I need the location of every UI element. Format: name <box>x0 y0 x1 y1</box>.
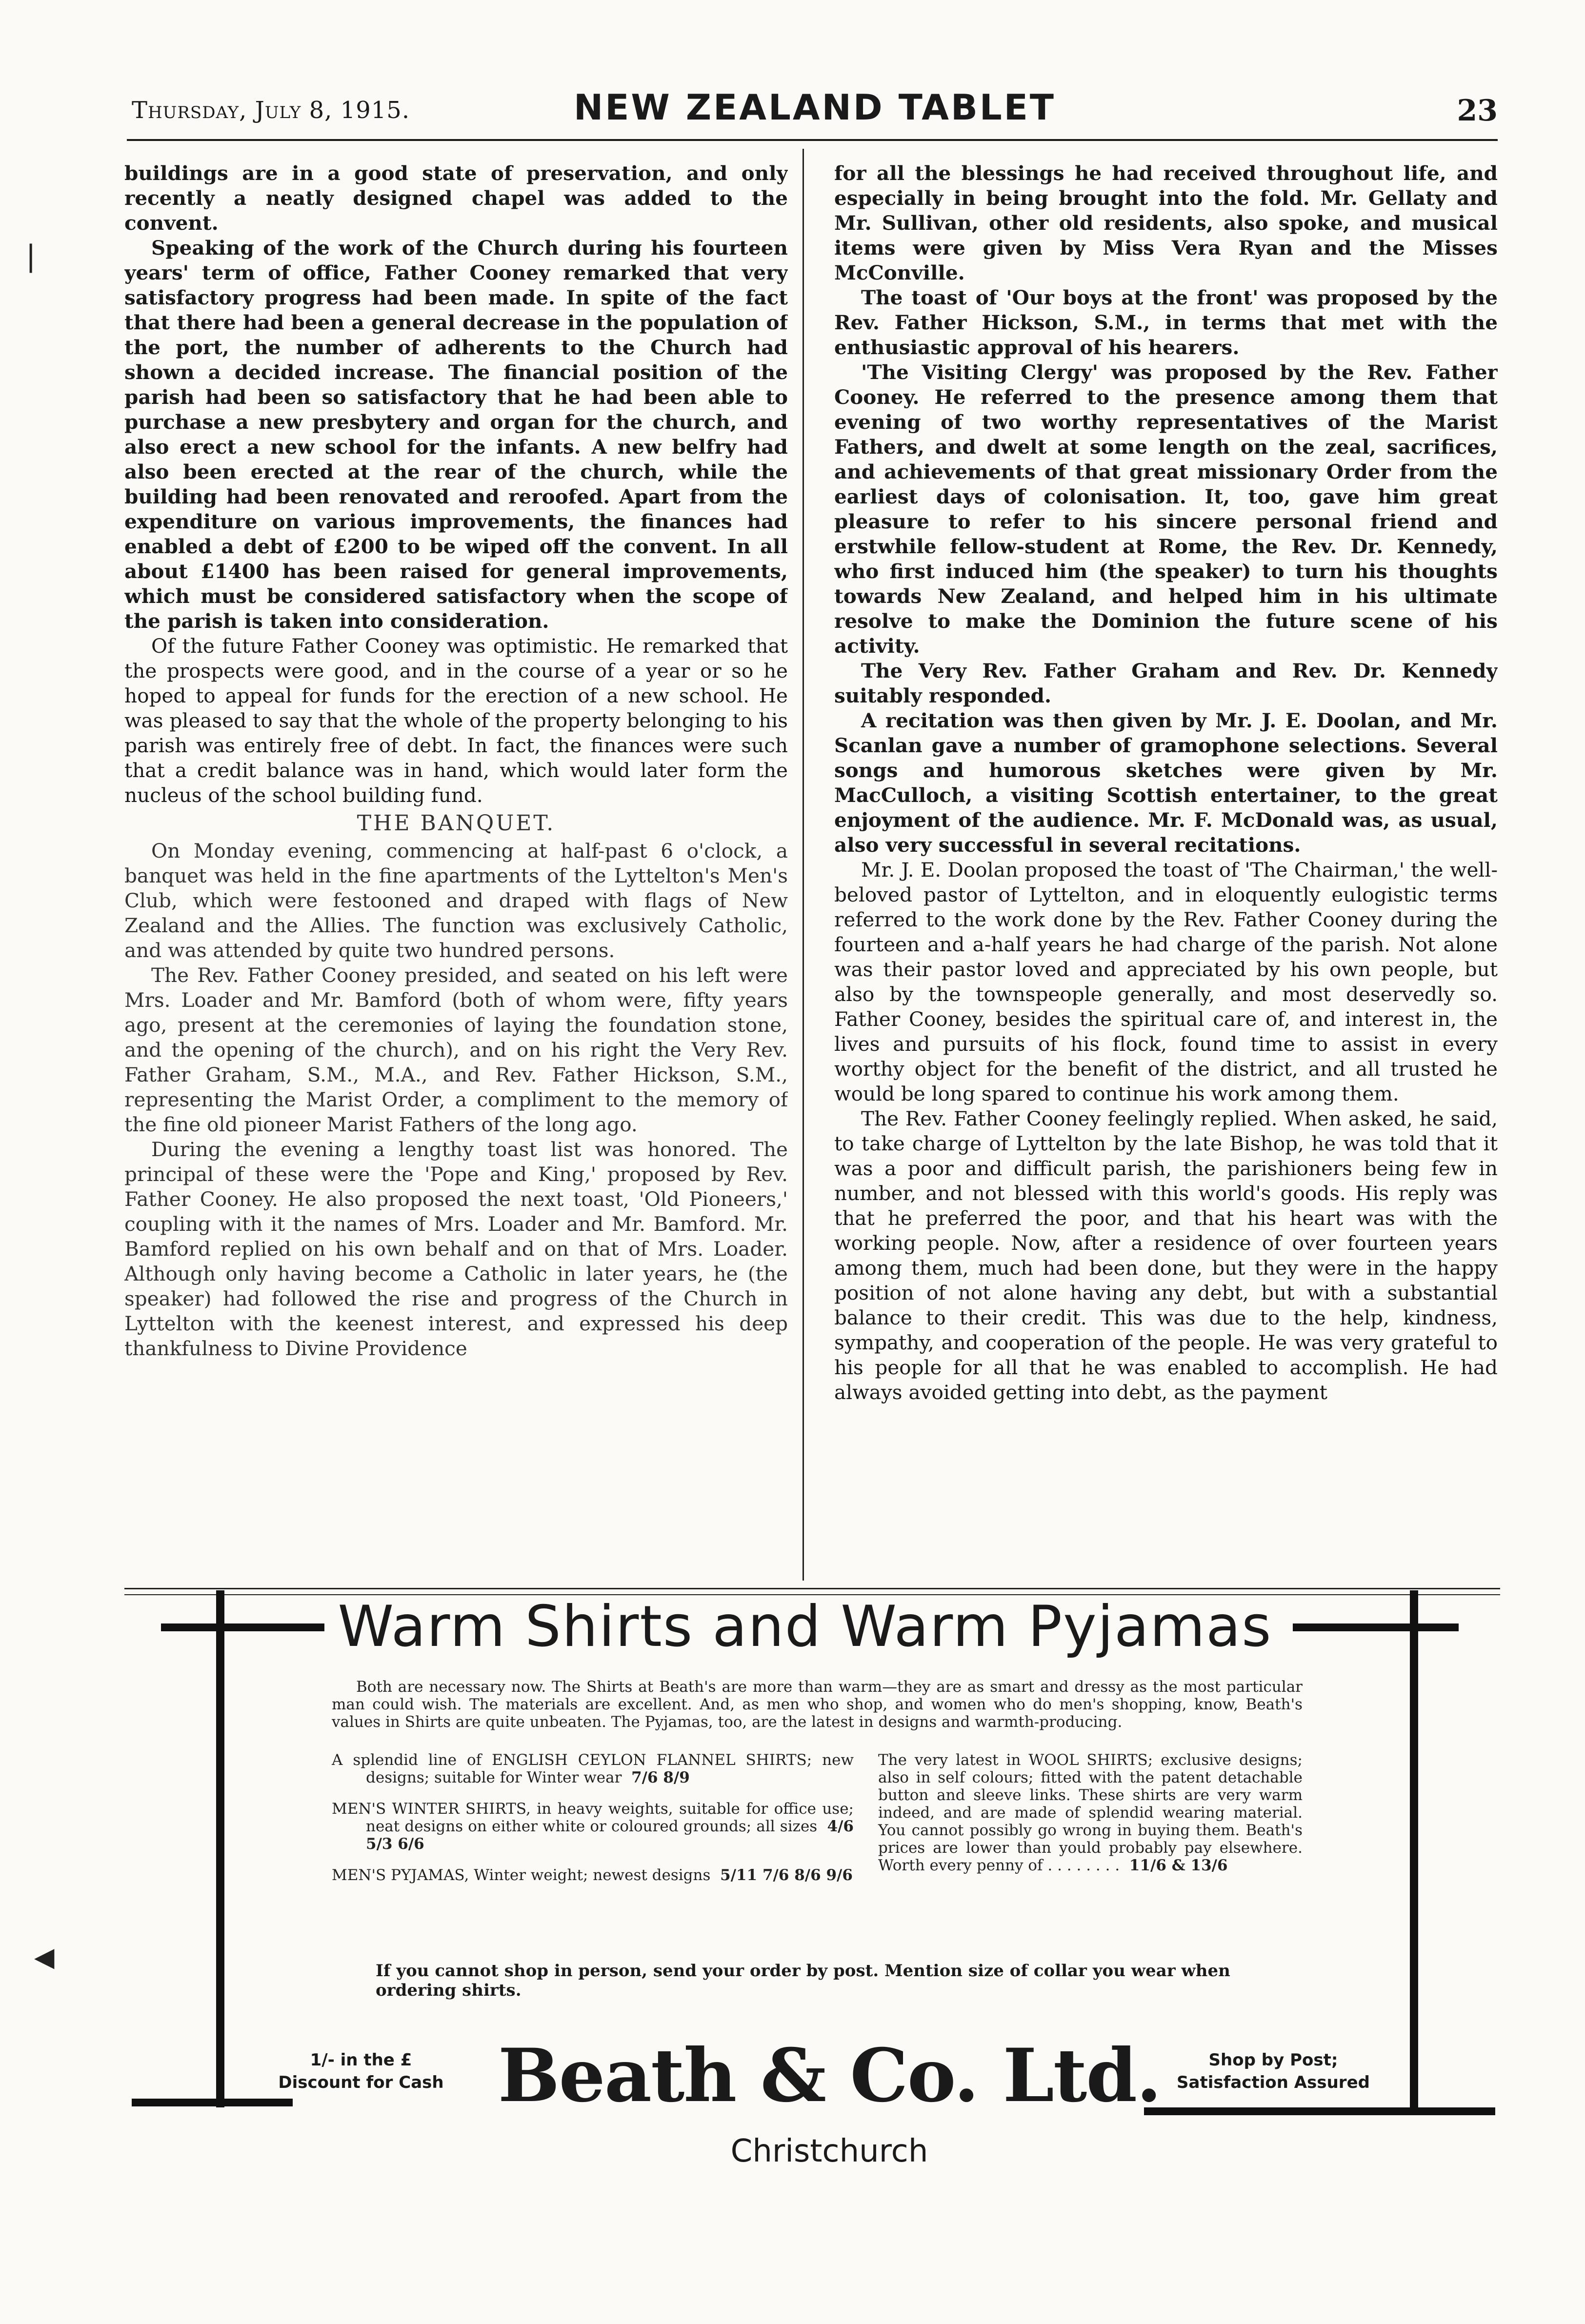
ad-product-price: 11/6 & 13/6 <box>1129 1857 1228 1874</box>
article-paragraph: The Rev. Father Cooney presided, and seated on his left were Mrs. Loader and Mr. Bamford (both of whom were, fifty years ago, present at the ceremonies of laying the foundation stone, and the opening of the church), and on his right the Very Rev. Father Graham, S.M., M.A., and Rev. Father Hickson, S.M., representing the Marist Order, a compliment to the memory of the fine old pioneer Marist Fathers of the long ago. <box>124 963 788 1136</box>
ad-frame-left-post <box>216 1590 224 2107</box>
article-paragraph: Mr. J. E. Doolan proposed the toast of 'The Chairman,' the well-beloved pastor of Lyttelton, and in eloquently eulogistic terms referred to the work done by the Rev. Father Cooney during the fourteen and a-half years he had charge of the parish. Not alone was their pastor loved and appreciated by his own people, but also by the townspeople generally, and most deservedly so. Father Cooney, besides the spiritual care of, and interest in, the lives and pursuits of his flock, found time to assist in every worthy object for the benefit of the district, and all trusted he would be long spared to continue his work among them. <box>834 858 1498 1105</box>
ad-shop-line: Satisfaction Assured <box>1177 2073 1370 2092</box>
publication-title: NEW ZEALAND TABLET <box>573 87 1056 128</box>
article-paragraph: Speaking of the work of the Church during his fourteen years' term of office, Father Cooney remarked that very satisfactory progress had been made. In spite of the fact that there had been a general decrease in the population of the port, the number of adherents to the Church had shown a decided increase. The financial position of the parish had been so satisfactory that he had been able to purchase a new presbytery and organ for the church, and also erect a new school for the infants. A new belfry had also been erected at the rear of the church, while the building had been renovated and reroofed. Apart from the expenditure on various improvements, the finances had enabled a debt of £200 to be wiped off the convent. In all about £1400 has been raised for general improvements, which must be considered satisfactory when the scope of the parish is taken into consideration. <box>124 236 788 633</box>
ad-product-price: 7/6 8/9 <box>631 1769 690 1786</box>
article-paragraph: 'The Visiting Clergy' was proposed by the Rev. Father Cooney. He referred to the presence among them that evening of two worthy representatives of the Marist Fathers, and dwelt at some length on the zeal, sacrifices, and achievements of that great missionary Order from the earliest days of colonisation. It, too, gave him great pleasure to refer to his sincere personal friend and erstwhile fellow-student at Rome, the Rev. Dr. Kennedy, who first induced him (the speaker) to turn his thoughts towards New Zealand, and helped him in his ultimate resolve to make the Dominion the future scene of his activity. <box>834 361 1498 658</box>
ad-wool-shirts-item <box>878 1751 1303 1874</box>
ad-product-description: MEN'S WINTER SHIRTS, in heavy weights, suitable for office use; neat designs on either white or coloured grounds; all sizes <box>332 1800 854 1835</box>
article-paragraph: The Very Rev. Father Graham and Rev. Dr. Kennedy suitably responded. <box>834 659 1498 707</box>
article-paragraph: The Rev. Father Cooney feelingly replied. When asked, he said, to take charge of Lyttelton by the late Bishop, he was told that it was a poor and difficult parish, the parishioners being few in number, and not blessed with this world's goods. His reply was that he preferred the poor, and that his heart was with the working people. Now, after a residence of over fourteen years among them, much had been done, but they were in the happy position of not alone having any debt, but with a substantial balance to their credit. This was due to the help, kindness, sympathy, and cooperation of the people. He was very grateful to his people for all that he was enabled to accomplish. He had always avoided getting into debt, as the payment <box>834 1107 1498 1404</box>
article-paragraph: Of the future Father Cooney was optimistic. He remarked that the prospects were good, and in the course of a year or so he hoped to appeal for funds for the erection of a new school. He was pleased to say that the whole of the property belonging to his parish was entirely free of debt. In fact, the finances were such that a credit balance was in hand, which would later form the nucleus of the school building fund. <box>124 634 788 807</box>
ad-product-item <box>332 1866 854 1884</box>
right-column <box>834 161 1498 1561</box>
section-heading-banquet: THE BANQUET. <box>357 811 556 836</box>
ad-product-item <box>332 1751 854 1786</box>
ad-discount-line: Discount for Cash <box>278 2073 444 2092</box>
ad-product-price: 4/6 5/3 6/6 <box>366 1818 854 1853</box>
ad-discount-box <box>259 2049 463 2094</box>
ad-product-list <box>332 1751 854 1898</box>
ad-product-price: 5/11 7/6 8/6 9/6 <box>720 1866 853 1884</box>
ad-frame-right-top-bar <box>1293 1623 1459 1631</box>
ad-frame-left-bottom-bar <box>132 2099 293 2106</box>
ad-product-item <box>332 1800 854 1853</box>
article-paragraph: for all the blessings he had received throughout life, and especially in being brought into the fold. Mr. Gellaty and Mr. Sullivan, other old residents, also spoke, and musical items were given by Miss Vera Ryan and the Misses McConville. <box>834 161 1498 284</box>
article-paragraph: buildings are in a good state of preservation, and only recently a neatly designed chapel was added to the convent. <box>124 161 788 235</box>
ad-frame-right-bottom-bar <box>1144 2107 1495 2115</box>
ad-product-description: A splendid line of ENGLISH CEYLON FLANNEL SHIRTS; new designs; suitable for Winter wear <box>332 1751 854 1786</box>
scan-mark-left: ❘ <box>19 239 43 273</box>
ad-product-description: The very latest in WOOL SHIRTS; exclusive designs; also in self colours; fitted with the patent detachable button and sleeve links. These shirts are very warm indeed, and are made of splendid wearing material. You cannot possibly go wrong in buying them. Beath's prices are lower than yould probably pay elsewhere. Worth every penny of . . . . . . . . <box>878 1751 1303 1874</box>
left-column <box>124 161 788 1561</box>
ad-shop-by-post-box <box>1161 2049 1385 2094</box>
article-paragraph: The toast of 'Our boys at the front' was proposed by the Rev. Father Hickson, S.M., in terms that met with the enthusiastic approval of his hearers. <box>834 286 1498 359</box>
issue-date: Thursday, July 8, 1915. <box>132 97 410 124</box>
article-paragraph: During the evening a lengthy toast list was honored. The principal of these were the 'Pope and King,' proposed by Rev. Father Cooney. He also proposed the next toast, 'Old Pioneers,' coupling with it the names of Mrs. Loader and Mr. Bamford. Mr. Bamford replied on his own behalf and on that of Mrs. Loader. Although only having become a Catholic in later years, he (the speaker) had followed the rise and progress of the Church in Lyttelton with the keenest interest, and expressed his deep thankfulness to Divine Providence <box>124 1138 788 1360</box>
ad-order-note: If you cannot shop in person, send your order by post. Mention size of collar you wear when ordering shirts. <box>376 1961 1230 2000</box>
ad-product-description: MEN'S PYJAMAS, Winter weight; newest designs <box>332 1866 711 1884</box>
ad-shop-line: Shop by Post; <box>1208 2050 1338 2070</box>
ad-frame-left-top-bar <box>161 1623 324 1631</box>
ad-heading: Warm Shirts and Warm Pyjamas <box>338 1594 1272 1660</box>
section-rule <box>124 1588 1500 1589</box>
article-paragraph: A recitation was then given by Mr. J. E. Doolan, and Mr. Scanlan gave a number of gramophone selections. Several songs and humorous sketches were given by Mr. MacCulloch, a visiting Scottish entertainer, to the great enjoyment of the audience. Mr. F. McDonald was, as usual, also very successful in several recitations. <box>834 709 1498 857</box>
article-paragraph: On Monday evening, commencing at half-past 6 o'clock, a banquet was held in the fine apartments of the Lyttelton's Men's Club, which were festooned and draped with flags of New Zealand and the Allies. The function was exclusively Catholic, and was attended by quite two hundred persons. <box>124 839 788 962</box>
column-divider <box>803 149 804 1581</box>
ad-city: Christchurch <box>730 2133 928 2169</box>
ad-company-name: Beath & Co. Ltd. <box>498 2033 1161 2119</box>
scan-mark-arrow: ◀ <box>34 1942 55 1972</box>
ad-frame-right-post <box>1410 1590 1418 2107</box>
ad-intro-text: Both are necessary now. The Shirts at Beath's are more than warm—they are as smart and dressy as the most particular man could wish. The materials are excellent. And, as men who shop, and women who do men's shopping, know, Beath's values in Shirts are quite unbeaten. The Pyjamas, too, are the latest in designs and warmth-producing. <box>332 1678 1303 1731</box>
masthead <box>132 83 1498 137</box>
page-number: 23 <box>1457 94 1498 128</box>
masthead-rule <box>127 139 1498 141</box>
ad-discount-line: 1/- in the £ <box>310 2050 412 2070</box>
